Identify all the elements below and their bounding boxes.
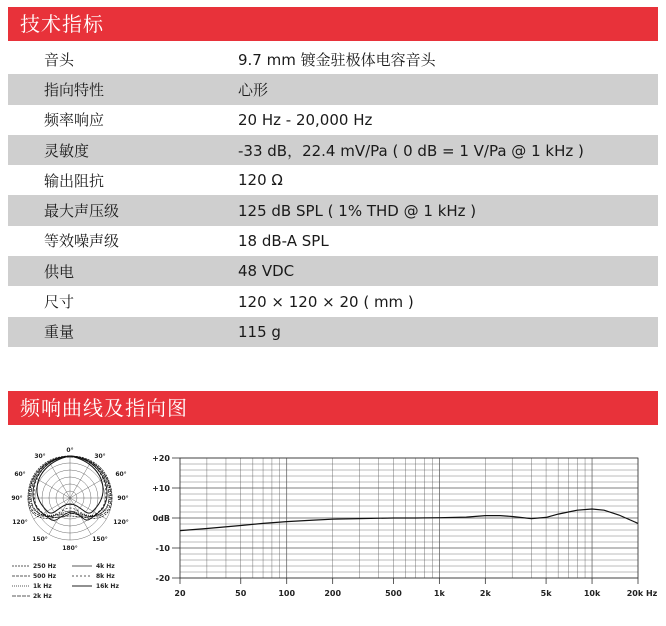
specs-section-title: 技术指标 [20,12,104,36]
angle-label-0: 0° [66,447,74,454]
x-tick-label: 10k [583,589,601,598]
spec-label: 等效噪声级 [44,232,120,251]
x-tick-label: 200 [324,589,342,598]
angle-label-60-right: 60° [115,471,127,478]
spec-label: 频率响应 [44,111,105,130]
legend-label-1khz: 1k Hz [33,583,52,590]
angle-label-60-left: 60° [14,471,26,478]
angle-label-150-left: 150° [32,536,48,543]
spec-row-power [8,256,658,286]
spec-value: -33 dB，22.4 mV/Pa ( 0 dB = 1 V/Pa @ 1 kHz ) [238,141,584,160]
angle-label-30-left: 30° [34,453,46,460]
spec-label: 尺寸 [44,293,75,312]
spec-value: 120 Ω [238,171,283,190]
curves-section-header [8,391,658,425]
spec-value: 心形 [238,80,269,99]
spec-value: 18 dB-A SPL [238,231,329,250]
specs-section-header [8,7,658,41]
angle-label-180: 180° [62,545,78,552]
legend-label-250hz: 250 Hz [33,563,57,570]
spec-value: 120 × 120 × 20 ( mm ) [238,292,414,311]
frequency-response-chart [140,440,660,615]
spec-row-noise-level [8,226,658,256]
angle-label-120-right: 120° [113,519,129,526]
angle-label-30-right: 30° [94,453,106,460]
angle-label-90-left: 90° [11,495,23,502]
spec-label: 指向特性 [44,80,105,99]
y-tick-label: -10 [155,544,170,553]
x-tick-label: 5k [540,589,552,598]
x-tick-label: 50 [235,589,247,598]
spec-row-capsule [8,44,658,74]
legend-label-500hz: 500 Hz [33,573,57,580]
angle-label-150-right: 150° [92,536,108,543]
angle-label-90-right: 90° [117,495,129,502]
legend-label-16khz: 16k Hz [96,583,119,590]
angle-label-120-left: 120° [12,519,28,526]
spec-label: 音头 [44,50,75,69]
x-axis-ticks [174,578,657,598]
spec-value: 9.7 mm 镀金驻极体电容音头 [238,50,436,69]
polar-pattern-chart [8,438,138,620]
y-tick-label: +20 [152,454,170,463]
spec-label: 最大声压级 [44,202,120,221]
curves-section-title: 频响曲线及指向图 [20,396,188,420]
polar-legend [12,563,119,600]
y-tick-label: +10 [152,484,170,493]
spec-label: 输出阻抗 [44,171,105,190]
series-line-frequency-response [180,509,638,531]
y-axis-ticks [152,454,180,583]
spec-value: 48 VDC [238,262,295,281]
spec-row-output-impedance [8,165,658,195]
legend-label-2khz: 2k Hz [33,593,52,600]
y-tick-label: -20 [155,574,170,583]
x-tick-label: 100 [278,589,296,598]
spec-row-polar-pattern [8,74,658,104]
spec-table [8,44,658,347]
spec-row-max-spl [8,195,658,225]
spec-row-dimensions [8,286,658,316]
spec-row-frequency-response [8,105,658,135]
x-tick-label: 1k [433,589,445,598]
spec-label: 灵敏度 [44,141,90,160]
y-tick-label: 0dB [152,514,170,523]
spec-value: 20 Hz - 20,000 Hz [238,110,373,129]
legend-label-8khz: 8k Hz [96,573,115,580]
x-tick-label: 20 [174,589,186,598]
x-tick-label: 20k Hz [626,589,658,598]
x-tick-label: 2k [479,589,491,598]
legend-label-4khz: 4k Hz [96,563,115,570]
spec-label: 重量 [44,323,75,342]
spec-row-weight [8,317,658,347]
spec-value: 115 g [238,322,281,341]
spec-value: 125 dB SPL ( 1% THD @ 1 kHz ) [238,201,477,220]
spec-label: 供电 [44,262,75,281]
spec-row-sensitivity [8,135,658,165]
x-tick-label: 500 [385,589,402,598]
